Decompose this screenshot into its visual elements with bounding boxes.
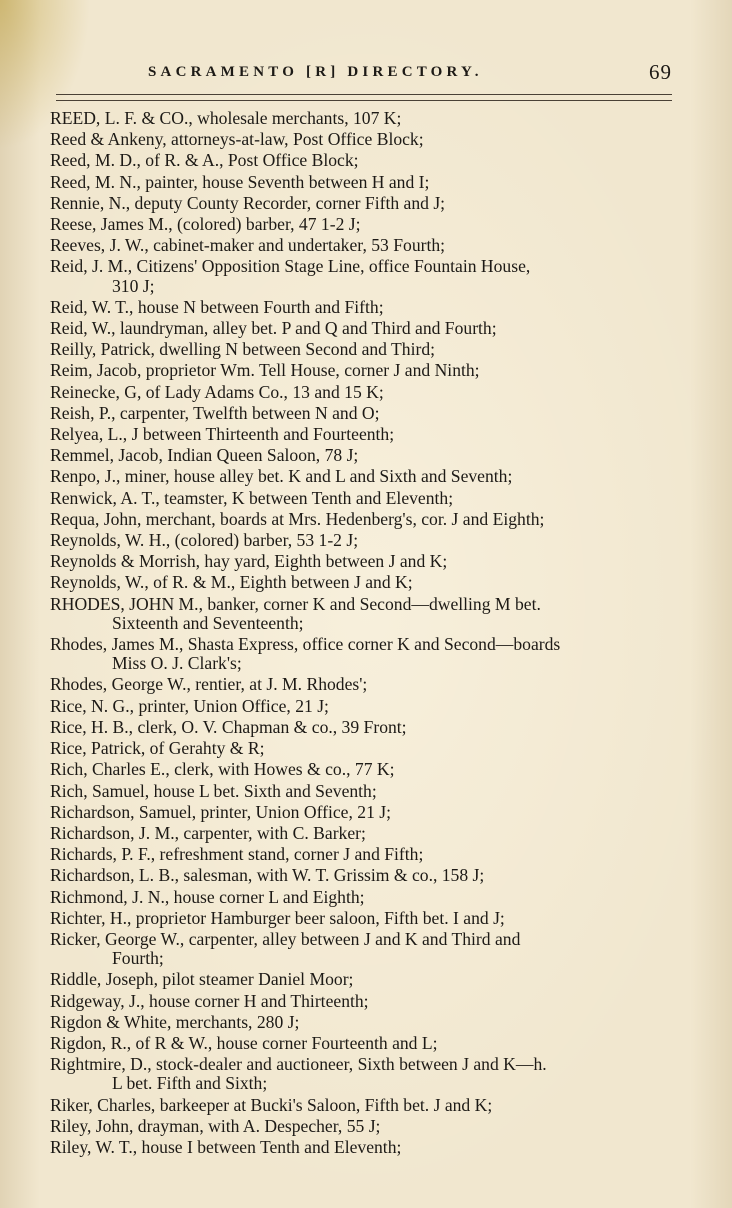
- directory-entry: Rhodes, George W., rentier, at J. M. Rhodes';: [50, 674, 368, 695]
- directory-entry: Reid, W., laundryman, alley bet. P and Q and Third and Fourth;: [50, 318, 497, 339]
- directory-entry: Rigdon & White, merchants, 280 J;: [50, 1011, 300, 1032]
- directory-entry-continuation: Miss O. J. Clark's;: [112, 653, 242, 674]
- directory-entry: Reed & Ankeny, attorneys-at-law, Post Office Block;: [50, 129, 424, 150]
- directory-entry: Richards, P. F., refreshment stand, corner J and Fifth;: [50, 844, 424, 865]
- directory-entry: Richardson, L. B., salesman, with W. T. Grissim & co., 158 J;: [50, 865, 485, 886]
- directory-entry: Riley, John, drayman, with A. Despecher, 55 J;: [50, 1115, 381, 1136]
- directory-entry: Reynolds, W., of R. & M., Eighth between J and K;: [50, 572, 413, 593]
- directory-entry: Richardson, J. M., carpenter, with C. Barker;: [50, 822, 366, 843]
- page-header: [148, 60, 680, 94]
- directory-entry-continuation: Fourth;: [112, 948, 164, 969]
- directory-entry: Ridgeway, J., house corner H and Thirteenth;: [50, 990, 369, 1011]
- directory-entry: Renwick, A. T., teamster, K between Tenth and Eleventh;: [50, 487, 454, 508]
- directory-entries: [50, 108, 675, 1158]
- page-number: 69: [649, 60, 672, 84]
- directory-entry: Rich, Samuel, house L bet. Sixth and Seventh;: [50, 780, 377, 801]
- directory-entry: Reid, J. M., Citizens' Opposition Stage Line, office Fountain House,: [50, 256, 531, 277]
- directory-entry: REED, L. F. & CO., wholesale merchants, 107 K;: [50, 108, 402, 128]
- directory-entry: Reeves, J. W., cabinet-maker and undertaker, 53 Fourth;: [50, 235, 446, 256]
- directory-entry: RHODES, JOHN M., banker, corner K and Second—dwelling M bet.: [50, 593, 541, 614]
- directory-entry: Requa, John, merchant, boards at Mrs. Hedenberg's, cor. J and Eighth;: [50, 508, 545, 529]
- directory-entry: Richter, H., proprietor Hamburger beer saloon, Fifth bet. I and J;: [50, 907, 505, 928]
- directory-entry: Remmel, Jacob, Indian Queen Saloon, 78 J;: [50, 445, 359, 466]
- directory-entry: Reish, P., carpenter, Twelfth between N and O;: [50, 402, 380, 423]
- directory-entry: Rennie, N., deputy County Recorder, corner Fifth and J;: [50, 192, 446, 213]
- directory-entry: Reim, Jacob, proprietor Wm. Tell House, corner J and Ninth;: [50, 360, 480, 381]
- directory-entry: Riker, Charles, barkeeper at Bucki's Saloon, Fifth bet. J and K;: [50, 1094, 493, 1115]
- directory-entry: Reid, W. T., house N between Fourth and Fifth;: [50, 296, 384, 317]
- directory-entry: Riddle, Joseph, pilot steamer Daniel Moor;: [50, 969, 354, 990]
- directory-entry: Richardson, Samuel, printer, Union Office, 21 J;: [50, 801, 392, 822]
- directory-entry: Rhodes, James M., Shasta Express, office corner K and Second—boards: [50, 634, 561, 655]
- directory-entry: Renpo, J., miner, house alley bet. K and L and Sixth and Seventh;: [50, 466, 513, 487]
- directory-entry: Reynolds & Morrish, hay yard, Eighth between J and K;: [50, 551, 448, 572]
- running-title: SACRAMENTO [R] DIRECTORY.: [148, 64, 483, 80]
- directory-entry: Rice, H. B., clerk, O. V. Chapman & co., 39 Front;: [50, 716, 407, 737]
- directory-entry: Rightmire, D., stock-dealer and auctioneer, Sixth between J and K—h.: [50, 1054, 547, 1075]
- header-rule: [56, 94, 672, 101]
- directory-entry: Rice, N. G., printer, Union Office, 21 J;: [50, 695, 329, 716]
- directory-entry: Relyea, L., J between Thirteenth and Fourteenth;: [50, 424, 395, 445]
- directory-entry: Reilly, Patrick, dwelling N between Second and Third;: [50, 339, 436, 360]
- directory-entry: Rice, Patrick, of Gerahty & R;: [50, 738, 265, 759]
- directory-entry: Richmond, J. N., house corner L and Eighth;: [50, 886, 365, 907]
- directory-entry: Reynolds, W. H., (colored) barber, 53 1-2 J;: [50, 530, 359, 551]
- directory-entry: Rich, Charles E., clerk, with Howes & co., 77 K;: [50, 759, 395, 780]
- directory-entry: Reese, James M., (colored) barber, 47 1-2 J;: [50, 214, 361, 235]
- directory-entry-continuation: Sixteenth and Seventeenth;: [112, 612, 304, 633]
- directory-entry: Reed, M. N., painter, house Seventh between H and I;: [50, 171, 430, 192]
- directory-entry: Ricker, George W., carpenter, alley between J and K and Third and: [50, 928, 521, 949]
- directory-entry: Reinecke, G, of Lady Adams Co., 13 and 15 K;: [50, 381, 384, 402]
- directory-entry: Rigdon, R., of R & W., house corner Fourteenth and L;: [50, 1032, 438, 1053]
- directory-entry-continuation: 310 J;: [112, 275, 155, 296]
- directory-entry: Reed, M. D., of R. & A., Post Office Block;: [50, 150, 359, 171]
- directory-entry: Riley, W. T., house I between Tenth and Eleventh;: [50, 1136, 402, 1157]
- directory-entry-continuation: L bet. Fifth and Sixth;: [112, 1073, 268, 1094]
